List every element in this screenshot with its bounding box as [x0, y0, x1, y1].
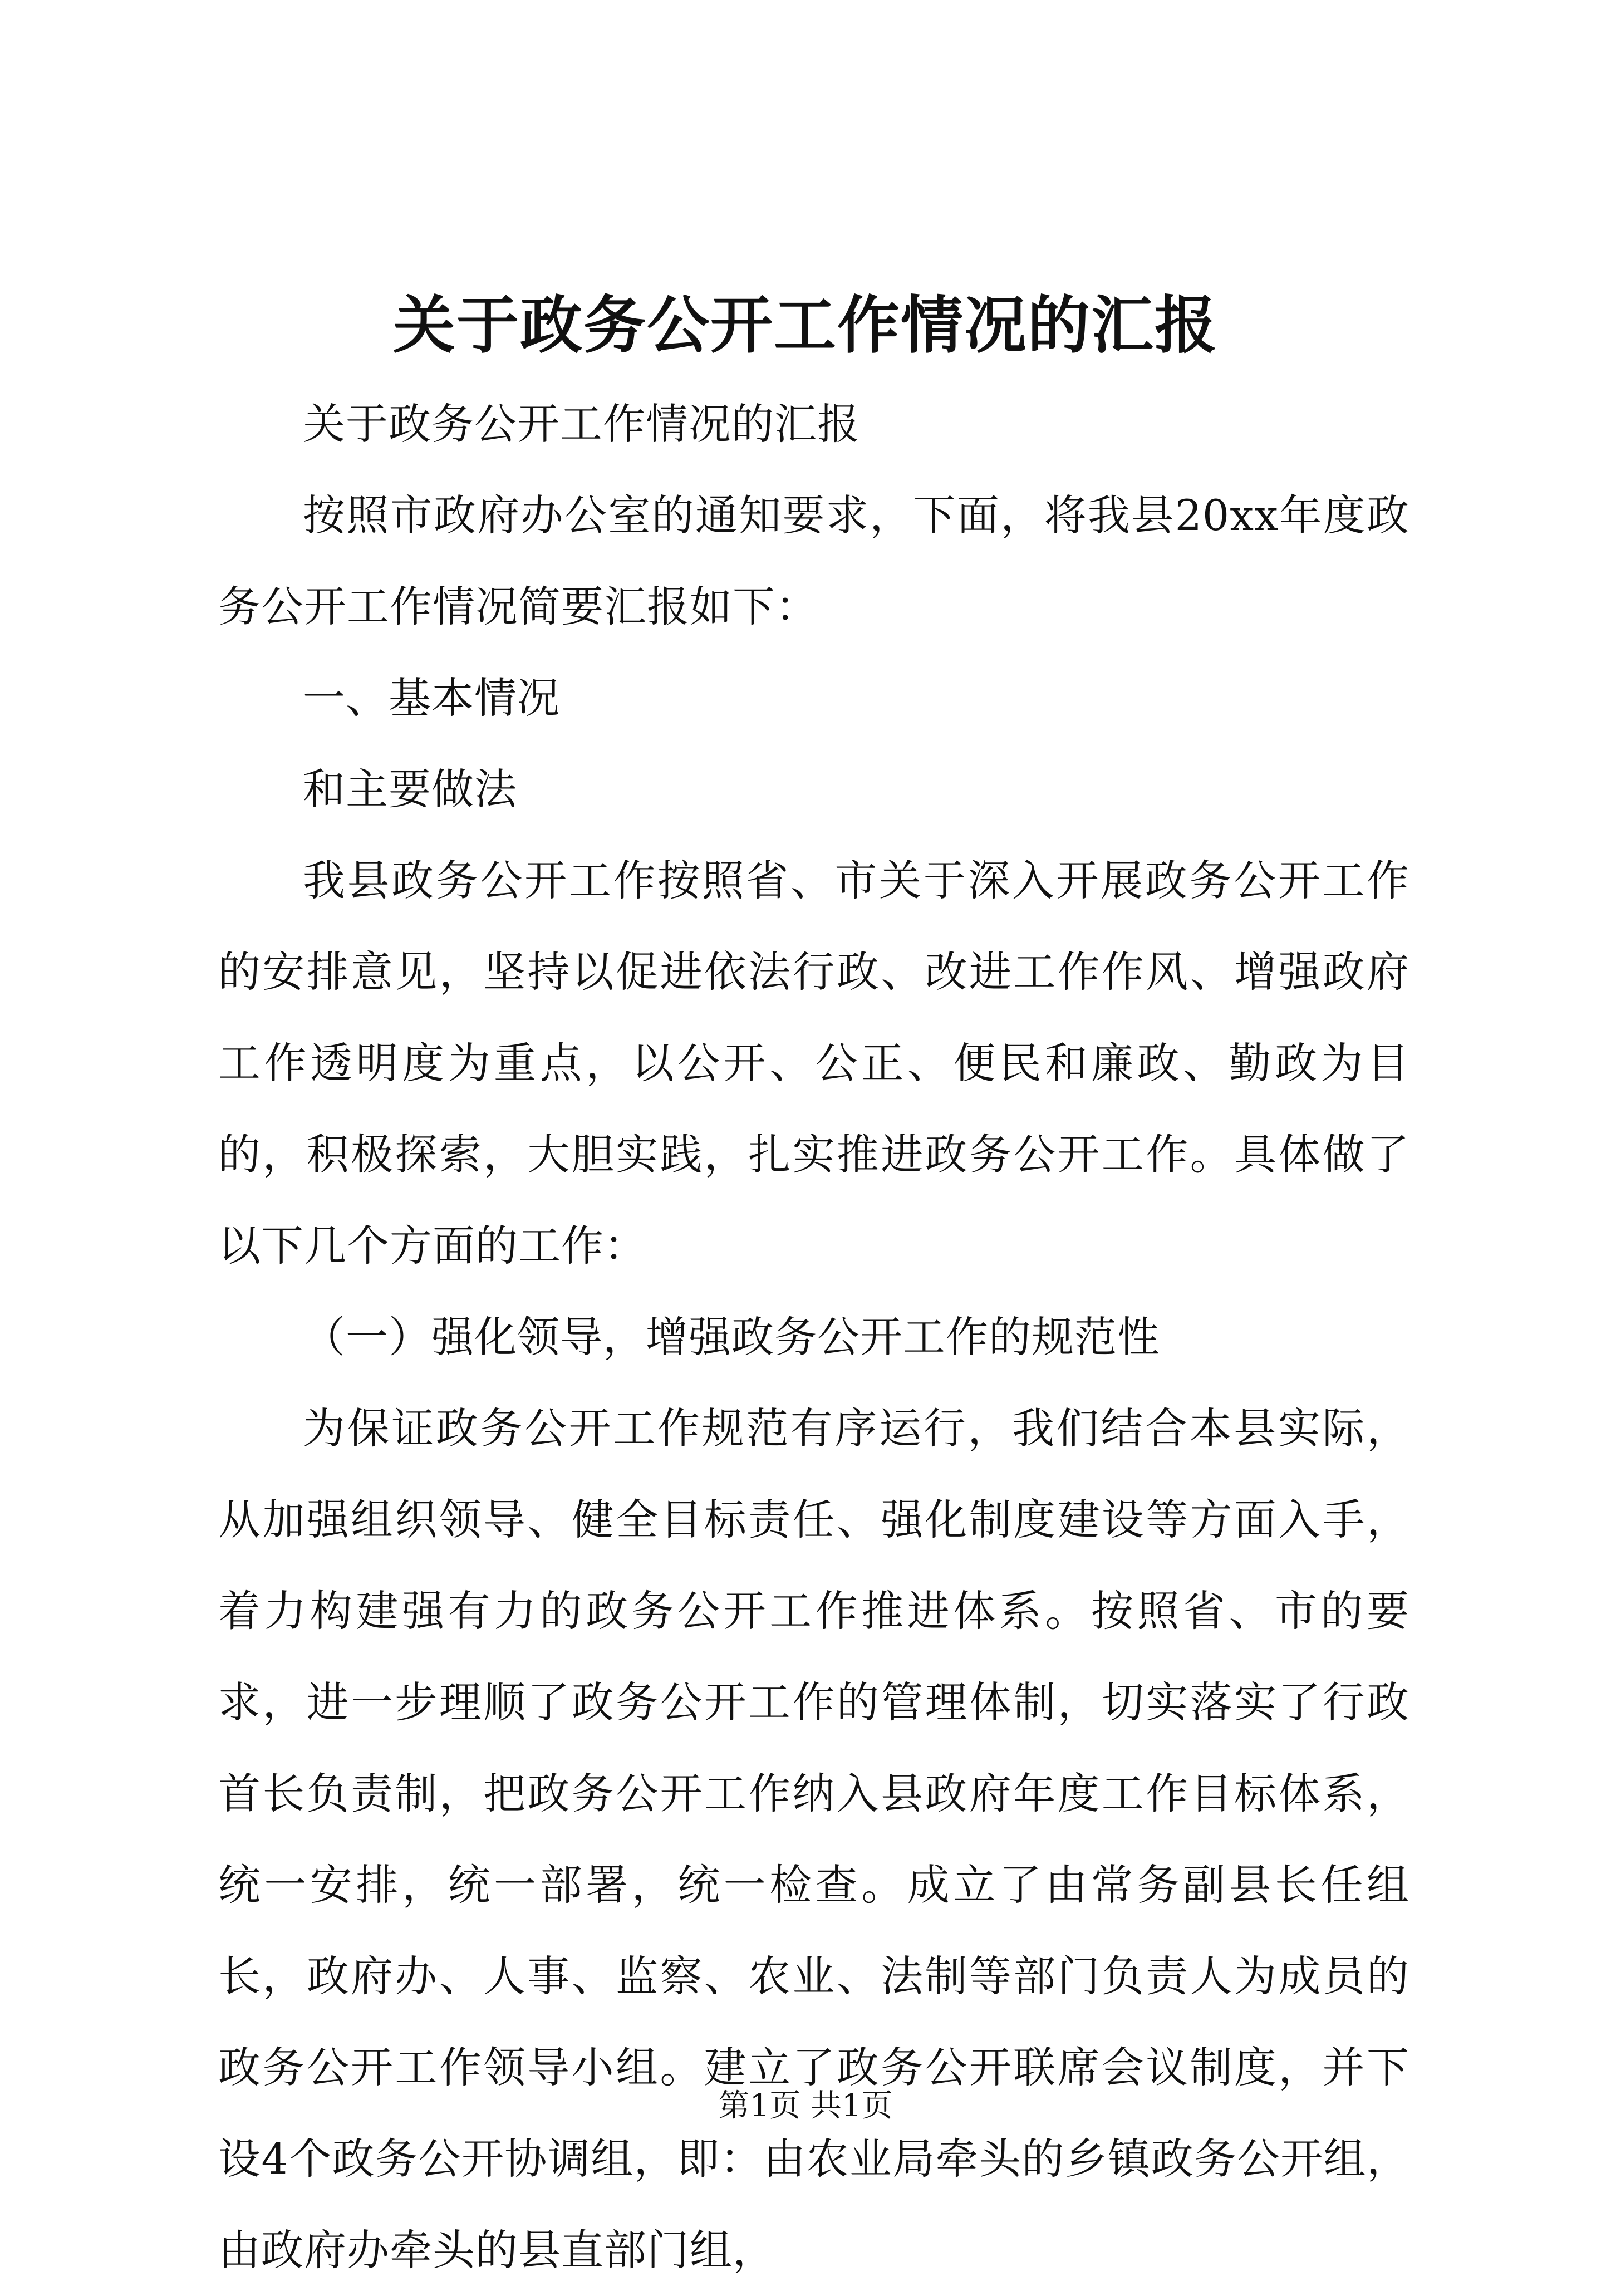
paragraph: 按照市政府办公室的通知要求，下面，将我县20xx年度政务公开工作情况简要汇报如下：: [218, 490, 1409, 631]
section-heading: 一、基本情况: [303, 673, 560, 723]
document-body: [218, 379, 1409, 2296]
paragraph: 我县政务公开工作按照省、市关于深入开展政务公开工作的安排意见，坚持以促进依法行政、改进工作作风、增强政府工作透明度为重点，以公开、公正、便民和廉政、勤政为目的，积极探索，大胆实践，扎实推进政务公开工作。具体做了以下几个方面的工作：: [218, 856, 1409, 1270]
document-title: 关于政务公开工作情况的汇报: [393, 289, 1218, 362]
paragraph: 关于政务公开工作情况的汇报: [303, 399, 860, 449]
paragraph: 为保证政务公开工作规范有序运行，我们结合本县实际，从加强组织领导、健全目标责任、强化制度建设等方面入手，着力构建强有力的政务公开工作推进体系。按照省、市的要求，进一步理顺了政务公开工作的管理体制，切实落实了行政首长负责制，把政务公开工作纳入县政府年度工作目标体系，统一安排，统一部署，统一检查。成立了由常务副县长任组长，政府办、人事、监察、农业、法制等部门负责人为成员的政务公开工作领导小组。建立了政务公开联席会议制度，并下设4个政务公开协调组，即：由农业局牵头的乡镇政务公开组，由政府办牵头的县直部门组，: [218, 1404, 1409, 2275]
section-heading-continuation: 和主要做法: [303, 764, 517, 814]
page-footer: 第1页 共1页: [718, 2088, 893, 2124]
subsection-heading: （一）强化领导，增强政务公开工作的规范性: [303, 1312, 1160, 1362]
